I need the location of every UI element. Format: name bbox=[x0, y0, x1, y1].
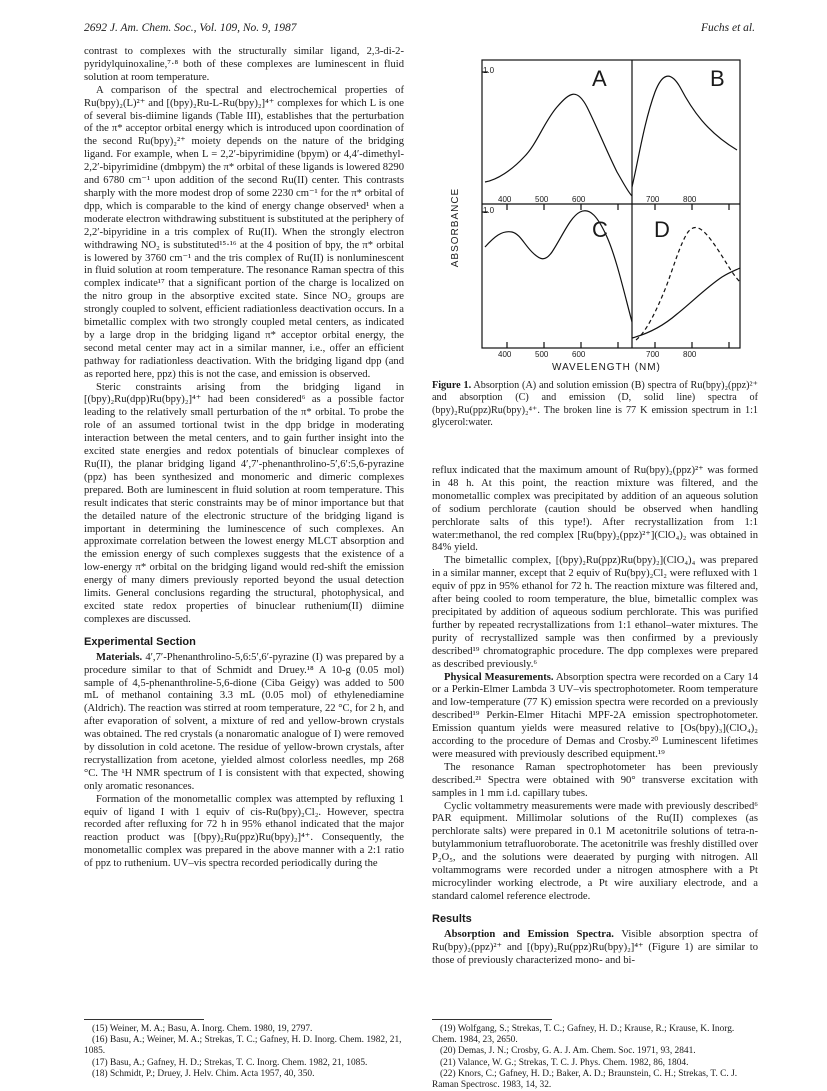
x-tick-label: 600 bbox=[572, 195, 586, 204]
paragraph-text: Absorption spectra were recorded on a Cary 14 or a Perkin-Elmer Lambda 3 UV–vis spectrophotometer. Room temperature and low-temperature (77 K) emission spectra were recorded on a previously described¹⁹ Perkin-Elmer Hitachi MPF-2A emission spectrophotometer. Emission quantum yields were measured relative to [Os(bpy)₃](ClO₄)₂ according to the procedure of Demas and Crosby.²⁰ Luminescent lifetimes were measured with previously described equipment.¹⁹ bbox=[432, 671, 758, 760]
caption-text: Absorption (A) and solution emission (B) spectra of Ru(bpy)₂(ppz)²⁺ and absorption (C) and emission (D, solid line) spectra of (bpy)₂Ru(ppz)Ru(bpy)₂⁴⁺. The broken line is 77 K emission spectrum in 1:1 glycerol:water. bbox=[432, 380, 758, 429]
panel-label-d: D bbox=[654, 217, 670, 242]
x-tick-label: 500 bbox=[535, 350, 549, 359]
caption-lead: Figure 1. bbox=[432, 380, 472, 391]
paragraph bbox=[432, 672, 758, 762]
footnote: (18) Schmidt, P.; Druey, J. Helv. Chim. Acta 1957, 40, 350. bbox=[92, 1068, 315, 1079]
paragraph bbox=[432, 929, 758, 968]
paragraph-lead: Materials. bbox=[96, 651, 143, 663]
footnote: (15) Weiner, M. A.; Basu, A. Inorg. Chem. 1980, 19, 2797. bbox=[92, 1024, 313, 1034]
x-tick-label: 600 bbox=[572, 350, 586, 359]
x-axis-label: WAVELENGTH (NM) bbox=[552, 362, 661, 373]
paragraph: Steric constraints arising from the bridging ligand in [(bpy)₂Ru(dpp)Ru(bpy)₂]⁴⁺ had been considered⁶ as a possible factor leading to the relatively small perturbation of the π* orbital. To probe the role of an assumed tortional twist in the dpp bridge in moderating interaction between the metal centers, and to gain further insight into the excited state energies and redox potentials of binuclear complexes of Ru(II), the planar bridging ligand 4′,7′-phenanthrolino-5′,6′:5,6-pyrazine (ppz) has been synthesized and monomeric and dimeric complexes prepared. Both are luminescent in fluid solution at room temperature. This result indicates that steric constraints may be of minor importance but that the detailed nature of the electronic structure of the bridging ligand is important in determining the luminescence of such complexes. An approximate correlation between the lowest energy MLCT absorption and the emission energy of such complexes suggests that the existence of a low-energy π* orbital on the bridging ligand would red-shift the emission energy of many dimers previously reported beyond the usual detection limits. General conclusions regarding the structural, photophysical, and excited state redox properties of binuclear ruthenium(II) diimine complexes are discussed. bbox=[84, 381, 404, 625]
section-title: Experimental Section bbox=[84, 635, 196, 648]
paragraph: The resonance Raman spectrophotometer has been previously described.²¹ Spectra were obtained with 90° transverse excitation with samples in 1 mm i.d. capillary tubes. bbox=[432, 761, 758, 799]
paragraph bbox=[84, 652, 404, 794]
figure-1-graphic bbox=[452, 52, 752, 377]
paragraph: contrast to complexes with the structurally similar ligand, 2,3-di-2-pyridylquinoxaline,⁷·⁸ both of these complexes are luminescent in fluid solution at room temperature. bbox=[84, 46, 404, 83]
curve-a bbox=[485, 94, 632, 196]
paragraph: Formation of the monometallic complex was attempted by refluxing 1 equiv of ligand I with 1 equiv of cis-Ru(bpy)₂Cl₂. However, spectra recorded after refluxing for 72 h in 95% ethanol indicated that the major reaction product was [(bpy)₂Ru(ppz)Ru(bpy)₂]⁴⁺. Consequently, the monometallic complex was prepared in the above manner with a 2:1 ratio of ppz to ruthenium. UV–vis spectra recorded periodically during the bbox=[84, 793, 404, 870]
paragraph: A comparison of the spectral and electrochemical properties of Ru(bpy)₂(L)²⁺ and [(bpy)₂Ru-L-Ru(bpy)₂]⁴⁺ complexes for which L is one of several bis-diimine ligands (Table III), establishes that the perturbation of the π* acceptor orbital energy which is introduced upon coordination of the second Ru(bpy)₂²⁺ moiety depends on the nature of the bridging ligand. For example, when L = 2,2′-bipyrimidine (bpym) or 4,4′-dimethyl-2,2′-bipyrimidine (dmbpym) the π* orbital of these ligands is lowered 8290 and 6780 cm⁻¹ upon addition of the second Ru(II) center. This contrasts sharply with the more modest drop of some 2230 cm⁻¹ for the π* orbital of dpp, which is comparable to the kind of energy change observed¹ when a moderate electron withdrawing substituent is substituted at the periphery of 2,2′-bipyridine in a tris complex of Ru(II). When the strongly electron withdrawing NO₂ is substituted¹⁵·¹⁶ at the 4 position of bpy, the π* orbital is lowered by 3760 cm⁻¹ and the tris complex of Ru(II) is nonluminescent in fluid solution at room temperature. The resonance Raman spectra of this complex indicate¹⁷ that a significant portion of the charge is localized on the nitro group in the absorptive excited state. Since NO₂ groups are strongly coupled to solvent, efficient radiationless deactivation occurs. In a bimetallic complex with two strongly coupled metal centers, as indicated by a large drop in the bridging ligand π* acceptor orbital energy, the second metal center may act in a similar manner, i.e., offer an efficient pathway for radiationless deactivation. With the bridging ligand dpp (and as reported here, ppz) this is not the case, and emission is observed. bbox=[84, 84, 404, 380]
panel-label-b: B bbox=[710, 66, 725, 91]
paragraph-lead: Physical Measurements. bbox=[444, 671, 554, 683]
figure-1 bbox=[452, 52, 752, 377]
left-column bbox=[84, 46, 404, 871]
right-column bbox=[432, 465, 758, 967]
footnote: (16) Basu, A.; Weiner, M. A.; Strekas, T. C.; Gafney, H. D. Inorg. Chem. 1982, 21, 1085. bbox=[84, 1035, 402, 1057]
x-tick-label: 700 bbox=[646, 350, 660, 359]
curve-c bbox=[485, 211, 632, 322]
x-tick-label: 800 bbox=[683, 350, 697, 359]
paragraph: The bimetallic complex, [(bpy)₂Ru(ppz)Ru(bpy)₂](ClO₄)₄ was prepared in a similar manner, except that 2 equiv of Ru(bpy)₂Cl₂ were refluxed with 1 equiv of ppz in 95% ethanol for 72 h. The reaction mixture was filtered and, after being cooled to room temperature, the blue, bimetallic complex was precipitated by addition of aqueous sodium perchlorate. This was purified further by repeated recrystallizations from 1:1 ethanol–water mixtures. The purity of recrystallized sample was then confirmed by a previously described¹⁹ chromatographic procedure. The dpp complexes were prepared as described previously.⁶ bbox=[432, 555, 758, 670]
footnote: (21) Valance, W. G.; Strekas, T. C. J. Phys. Chem. 1982, 86, 1804. bbox=[440, 1057, 689, 1068]
panel-label-c: C bbox=[592, 217, 608, 242]
footnote: (20) Demas, J. N.; Crosby, G. A. J. Am. Chem. Soc. 1971, 93, 2841. bbox=[440, 1046, 696, 1057]
paragraph: reflux indicated that the maximum amount of Ru(bpy)₂(ppz)²⁺ was formed in 48 h. At this point, the reaction mixture was filtered, and the monometallic complex was precipitated by addition of an aqueous solution of sodium perchlorate (caution should be observed when handling perchlorate salts of this type!). After recrystallization from 1:1 water:methanol, the red complex [Ru(bpy)₂(ppz)²⁺](ClO₄)₂ was obtained in 84% yield. bbox=[432, 465, 758, 554]
footnote-rule bbox=[84, 1019, 204, 1020]
paragraph-lead: Absorption and Emission Spectra. bbox=[444, 928, 614, 940]
x-tick-label: 500 bbox=[535, 195, 549, 204]
footnotes-right bbox=[432, 1024, 758, 1091]
footnote: (19) Wolfgang, S.; Strekas, T. C.; Gafney, H. D.; Krause, R.; Krause, K. Inorg. Chem. 1984, 23, 2650. bbox=[432, 1024, 735, 1046]
curve-b bbox=[632, 76, 737, 187]
x-tick-label: 400 bbox=[498, 195, 512, 204]
footnote: (22) Knors, C.; Gafney, H. D.; Baker, A. D.; Braunstein, C. H.; Strekas, T. C. J. Raman Spectrosc. 1983, 14, 32. bbox=[432, 1068, 738, 1091]
footnote: (17) Basu, A.; Gafney, H. D.; Strekas, T. C. Inorg. Chem. 1982, 21, 1085. bbox=[92, 1057, 368, 1068]
axis-tick-label: 1.0 bbox=[483, 66, 495, 75]
footnote-rule bbox=[432, 1019, 552, 1020]
paragraph: Cyclic voltammetry measurements were made with previously described⁶ PAR equipment. Millimolar solutions of the Ru(II) complexes (as perchlorate salts) were prepared in 0.1 M acetonitrile solutions of tetra-n-butylammonium tetrafluoroborate. The acetonitrile was freshly distilled over P₂O₅, and the solutions were deaerated by purging with nitrogen. All voltammograms were recorded under a nitrogen atmosphere with a Pt microcylinder working electrode, a Pt wire auxiliary electrode, and a standard calomel reference electrode. bbox=[432, 800, 758, 902]
running-header-authors: Fuchs et al. bbox=[701, 22, 755, 34]
x-tick-label: 400 bbox=[498, 350, 512, 359]
curve-d-solid bbox=[632, 268, 740, 338]
x-tick-label: 700 bbox=[646, 195, 660, 204]
x-tick-label: 800 bbox=[683, 195, 697, 204]
curve-d-broken bbox=[636, 228, 740, 340]
figure-caption bbox=[432, 380, 758, 430]
panel-label-a: A bbox=[592, 66, 607, 91]
y-axis-label: ABSORBANCE bbox=[450, 187, 462, 268]
section-title: Results bbox=[432, 912, 472, 925]
axis-tick-label: 1.0 bbox=[483, 206, 495, 215]
paragraph-text: 4′,7′-Phenanthrolino-5,6:5′,6′-pyrazine (I) was prepared by a procedure similar to that of Schmidt and Druey.¹⁸ A 10-g (0.05 mol) sample of 4,5-phenanthroline-5,6-dione (Ciba Geigy) was added to 500 mL of methanol containing 3.3 mL (0.05 mol) of ethylenediamine (Aldrich). The reaction was stirred at room temperature, 22 °C, for 2 h, and after evaporation of solvent, a mixture of red and yellow-brown crystals was obtained. The red crystals (a nonaromatic analogue of I) were removed by dissolution in cold acetone. The residue of yellow-brown crystals, after recrystallization from acetone, yielded almost colorless needles, mp 268 °C. The ¹H NMR spectrum of I is consistent with that expected, showing only aromatic resonances. bbox=[84, 651, 405, 792]
running-header: 2692 J. Am. Chem. Soc., Vol. 109, No. 9, 1987 bbox=[84, 22, 297, 34]
paragraph-text: Visible absorption spectra of Ru(bpy)₂(ppz)²⁺ and [(bpy)₂Ru(ppz)Ru(bpy)₂]⁴⁺ (Figure 1) are similar to those of previously characterized mono- and bi- bbox=[432, 928, 758, 966]
